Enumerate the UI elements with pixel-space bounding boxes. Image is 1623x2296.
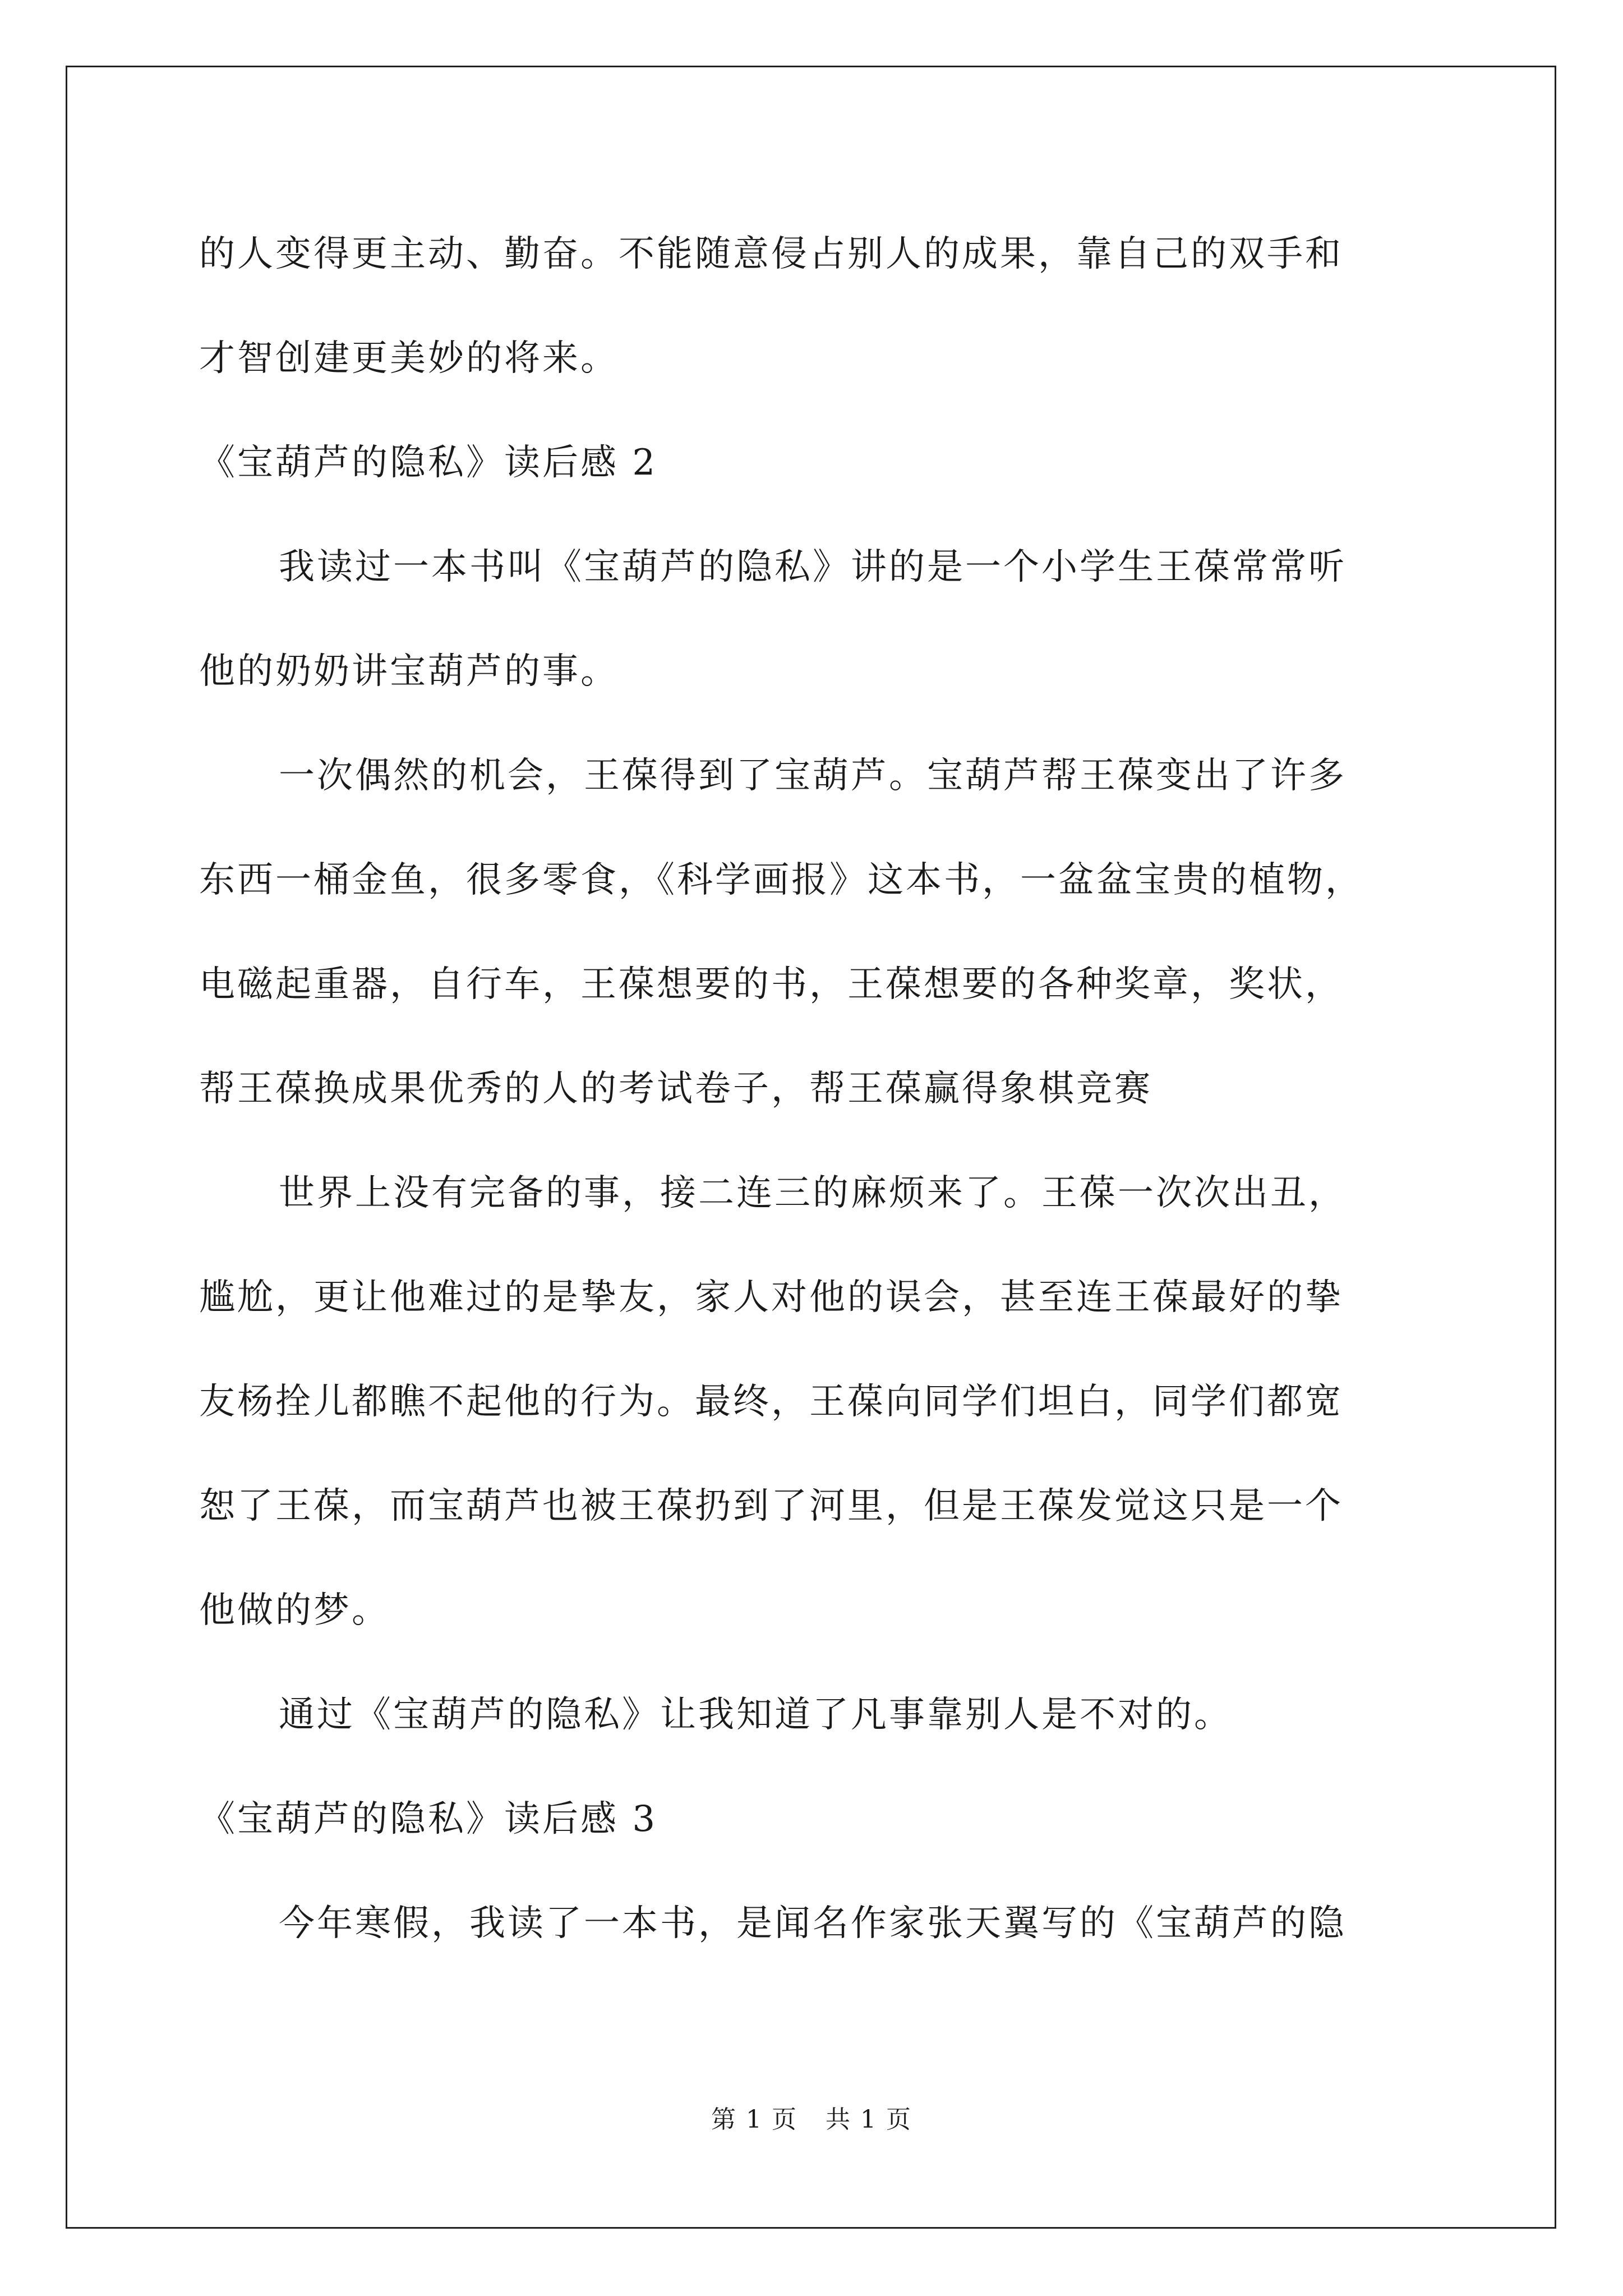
page-footer	[0, 2099, 1623, 2135]
paragraph-line: 友杨拴儿都瞧不起他的行为。最终，王葆向同学们坦白，同学们都宽	[199, 1381, 1343, 1423]
page-number: 第 1 页	[711, 2105, 797, 2134]
paragraph-line: 东西一桶金鱼，很多零食，《科学画报》这本书，一盆盆宝贵的植物，	[199, 859, 1363, 901]
paragraph-line: 他做的梦。	[199, 1590, 390, 1631]
paragraph-line: 我读过一本书叫《宝葫芦的隐私》讲的是一个小学生王葆常常听	[279, 546, 1347, 588]
paragraph-line: 恕了王葆，而宝葫芦也被王葆扔到了河里，但是王葆发觉这只是一个	[199, 1485, 1343, 1527]
paragraph-line: 他的奶奶讲宝葫芦的事。	[199, 651, 619, 692]
paragraph-line: 世界上没有完备的事，接二连三的麻烦来了。王葆一次次出丑，	[279, 1172, 1347, 1214]
document-body	[199, 202, 1455, 1976]
paragraph-line: 才智创建更美妙的将来。	[199, 338, 619, 379]
page-total: 共 1 页	[826, 2105, 912, 2134]
paragraph-line: 今年寒假，我读了一本书，是闻名作家张天翼写的《宝葫芦的隐	[279, 1903, 1347, 1944]
paragraph-line: 通过《宝葫芦的隐私》让我知道了凡事靠别人是不对的。	[279, 1694, 1232, 1736]
paragraph-line: 尴尬，更让他难过的是挚友，家人对他的误会，甚至连王葆最好的挚	[199, 1277, 1343, 1318]
paragraph-line: 电磁起重器，自行车，王葆想要的书，王葆想要的各种奖章，奖状，	[199, 964, 1343, 1005]
paragraph-line: 一次偶然的机会，王葆得到了宝葫芦。宝葫芦帮王葆变出了许多	[279, 755, 1347, 797]
section-heading: 《宝葫芦的隐私》读后感 3	[199, 1798, 658, 1840]
section-heading: 《宝葫芦的隐私》读后感 2	[199, 442, 658, 484]
paragraph-line: 的人变得更主动、勤奋。不能随意侵占别人的成果，靠自己的双手和	[199, 233, 1343, 275]
paragraph-line: 帮王葆换成果优秀的人的考试卷子，帮王葆赢得象棋竞赛	[199, 1068, 1152, 1110]
